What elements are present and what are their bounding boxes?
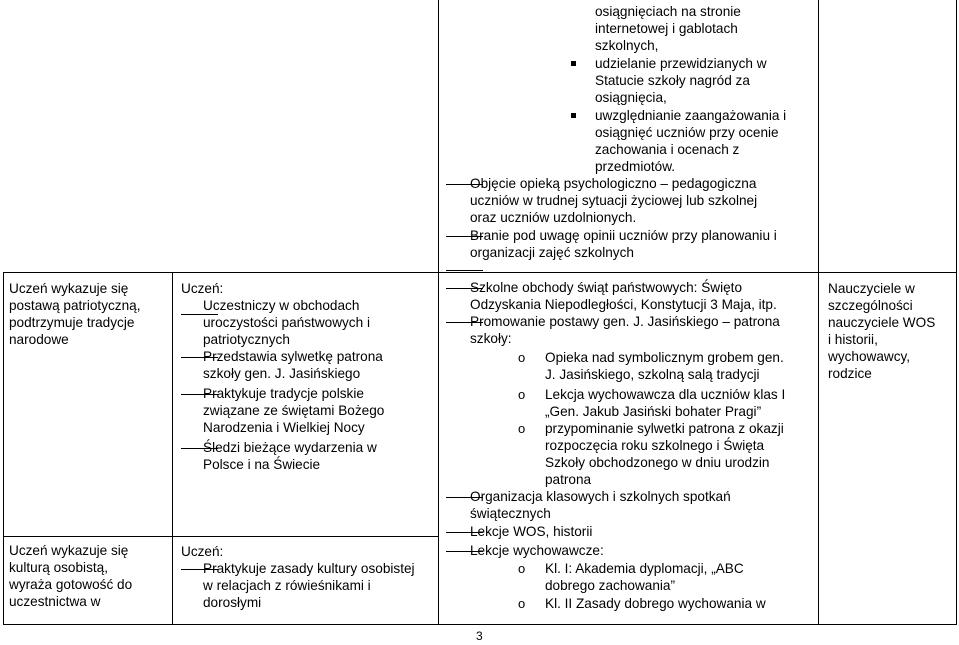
circle-bullet: o	[518, 387, 526, 402]
table-row-divider-2	[3, 536, 173, 537]
list-item-text: Szkolne obchody świąt państwowych: Święto	[470, 280, 743, 295]
list-item-text: zachowania i ocenach z	[595, 142, 740, 157]
responsible-text: wychowawcy,	[828, 349, 911, 364]
table-border-col1	[172, 272, 173, 624]
list-item-text: Lekcje wychowawcze:	[470, 543, 604, 558]
list-item-text: Lekcja wychowawcza dla uczniów klas I	[545, 387, 786, 402]
table-border-left	[3, 272, 4, 624]
list-item-text: dobrego zachowania”	[545, 578, 675, 593]
square-bullet	[571, 61, 576, 66]
list-item-text: Statucie szkoły nagród za	[595, 73, 750, 88]
table-border-right	[956, 0, 957, 624]
table-border-bottom	[3, 624, 957, 625]
list-item-text: uczniów w trudnej sytuacji życiowej lub szkolnej	[470, 193, 758, 208]
list-item-text: Praktykuje zasady kultury osobistej	[203, 561, 415, 576]
list-item-text: Śledzi bieżące wydarzenia w	[203, 440, 377, 455]
circle-bullet: o	[518, 561, 526, 576]
list-item-text: Szkoły obchodzonego w dniu urodzin	[545, 455, 770, 470]
list-item-text: w relacjach z rówieśnikami i	[203, 578, 371, 593]
list-item-text: internetowej i gablotach	[595, 21, 738, 36]
list-item-text: udzielanie przewidzianych w	[595, 56, 767, 71]
table-row-divider-2b	[172, 536, 439, 537]
circle-bullet: o	[518, 596, 526, 611]
page-number: 3	[476, 629, 483, 643]
list-item-text: rozpoczęcia roku szkolnego i Święta	[545, 438, 765, 453]
table-row-divider	[3, 272, 957, 273]
goal-text: Uczeń wykazuje się	[9, 281, 129, 296]
goal-text: Uczeń wykazuje się	[9, 543, 129, 558]
list-item-text: oraz uczniów uzdolnionych.	[470, 210, 637, 225]
list-item-text: Organizacja klasowych i szkolnych spotkań	[470, 489, 731, 504]
list-item-text: Lekcje WOS, historii	[470, 524, 593, 539]
responsible-text: rodzice	[828, 366, 872, 381]
goal-text: wyraża gotowość do	[9, 577, 133, 592]
table-border-col2	[438, 0, 439, 624]
list-item-text: Odzyskania Niepodległości, Konstytucji 3 Maja, itp.	[470, 297, 777, 312]
goal-text: postawą patriotyczną,	[9, 298, 141, 313]
goal-text: uczestnictwa w	[9, 594, 101, 609]
list-item-text: osiągnięciach na stronie	[595, 4, 741, 19]
goal-text: narodowe	[9, 332, 69, 347]
list-item-text: Promowanie postawy gen. J. Jasińskiego – patrona	[470, 314, 780, 329]
responsible-text: Nauczyciele w	[828, 281, 915, 296]
goal-text: kulturą osobistą,	[9, 560, 108, 575]
list-item-text: przedmiotów.	[595, 159, 676, 174]
list-item-text: przypominanie sylwetki patrona z okazji	[545, 421, 784, 436]
list-item-text: dorosłymi	[203, 595, 262, 610]
list-item-text: szkoły:	[470, 331, 512, 346]
list-item-text: Uczestniczy w obchodach	[203, 298, 360, 313]
list-item-text: Branie pod uwagę opinii uczniów przy planowaniu i	[470, 228, 777, 243]
list-item-text: Objęcie opieką psychologiczno – pedagogiczna	[470, 176, 757, 191]
list-item-text: osiągnięcia,	[595, 90, 667, 105]
list-item-text: Kl. II Zasady dobrego wychowania w	[545, 596, 766, 611]
list-item-text: uroczystości państwowych i	[203, 315, 370, 330]
table-border-col3	[818, 0, 819, 624]
responsible-text: szczególności	[828, 298, 913, 313]
list-item-text: świątecznych	[470, 506, 551, 521]
student-label: Uczeń:	[181, 544, 224, 559]
circle-bullet: o	[518, 350, 526, 365]
list-item-text: Praktykuje tradycje polskie	[203, 386, 364, 401]
list-item-text: organizacji zajęć szkolnych	[470, 245, 634, 260]
list-item-text: „Gen. Jakub Jasiński bohater Pragi”	[545, 404, 762, 419]
responsible-text: i historii,	[828, 332, 878, 347]
list-item-text: uwzględnianie zaangażowania i	[595, 108, 787, 123]
list-item-text: szkolnych,	[595, 38, 659, 53]
list-dash	[446, 270, 483, 271]
list-item-text: Opieka nad symbolicznym grobem gen.	[545, 350, 784, 365]
list-item-text: patrona	[545, 472, 592, 487]
list-item-text: Narodzenia i Wielkiej Nocy	[203, 420, 365, 435]
student-label: Uczeń:	[181, 281, 224, 296]
list-item-text: osiągnięć uczniów przy ocenie	[595, 125, 779, 140]
list-item-text: patriotycznych	[203, 332, 290, 347]
list-item-text: Kl. I: Akademia dyplomacji, „ABC	[545, 561, 744, 576]
list-item-text: Przedstawia sylwetkę patrona	[203, 349, 383, 364]
square-bullet	[571, 113, 576, 118]
responsible-text: nauczyciele WOS	[828, 315, 936, 330]
list-item-text: związane ze świętami Bożego	[203, 403, 385, 418]
goal-text: podtrzymuje tradycje	[9, 315, 135, 330]
list-item-text: szkoły gen. J. Jasińskiego	[203, 366, 361, 381]
list-item-text: Polsce i na Świecie	[203, 457, 321, 472]
circle-bullet: o	[518, 421, 526, 436]
list-item-text: J. Jasińskiego, szkolną salą tradycji	[545, 367, 760, 382]
